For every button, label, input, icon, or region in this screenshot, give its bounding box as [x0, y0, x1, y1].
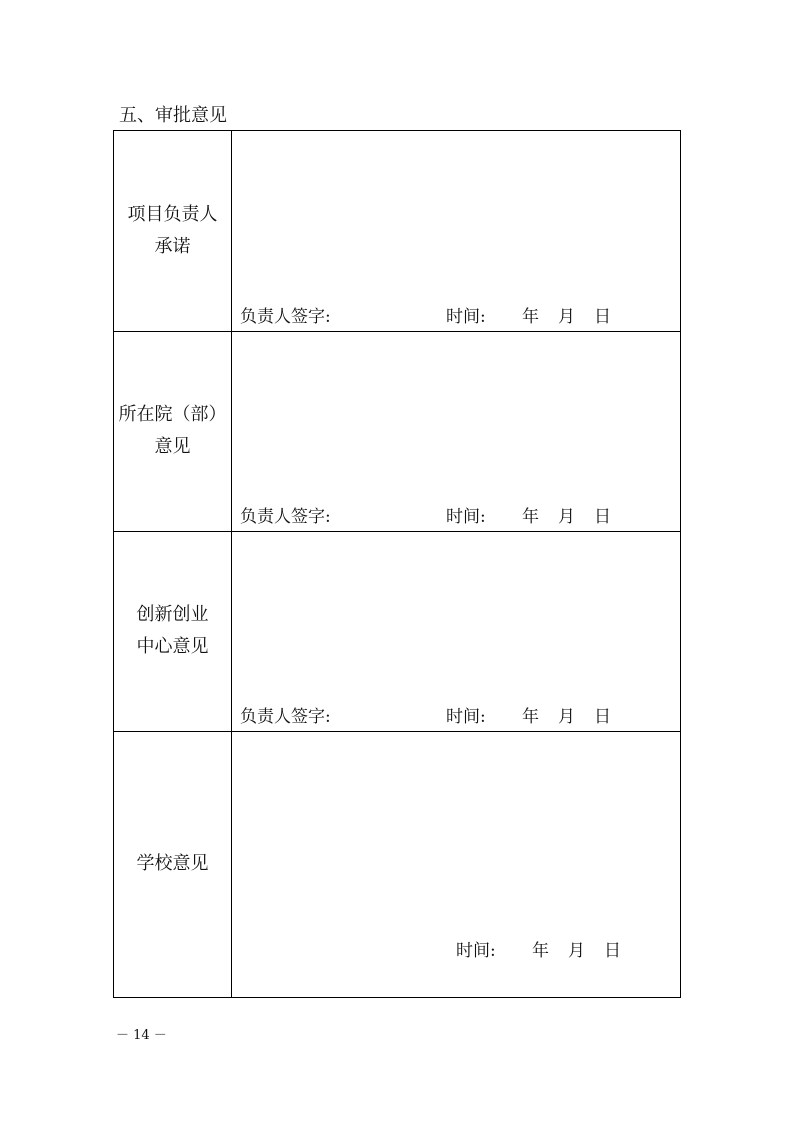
day-label: 日 — [604, 941, 621, 961]
day-label: 日 — [594, 307, 611, 327]
row-label — [114, 531, 231, 731]
time-label: 时间: — [446, 707, 486, 727]
month-label: 月 — [558, 707, 575, 727]
row-innovation-center-opinion — [114, 531, 680, 732]
approval-table — [113, 130, 681, 998]
year-label: 年 — [532, 941, 549, 961]
row-label-line: 承诺 — [154, 236, 191, 257]
month-label: 月 — [558, 307, 575, 327]
row-school-opinion — [114, 731, 680, 997]
month-label: 月 — [558, 507, 575, 527]
row-label-line: 所在院（部） — [118, 404, 227, 425]
year-label: 年 — [522, 507, 539, 527]
time-label: 时间: — [446, 507, 486, 527]
month-label: 月 — [568, 941, 585, 961]
day-label: 日 — [594, 707, 611, 727]
row-label — [114, 731, 231, 997]
signature-label: 负责人签字: — [240, 507, 331, 527]
page-number: － 14 － — [116, 1028, 167, 1043]
row-label-line: 学校意见 — [136, 853, 209, 874]
day-label: 日 — [594, 507, 611, 527]
row-label — [114, 131, 231, 331]
section-title: 五、审批意见 — [119, 105, 227, 126]
row-label-line: 意见 — [154, 436, 191, 457]
row-project-leader — [114, 131, 680, 332]
row-label-line: 中心意见 — [136, 636, 209, 657]
year-label: 年 — [522, 307, 539, 327]
row-college-opinion — [114, 331, 680, 532]
signature-label: 负责人签字: — [240, 707, 331, 727]
signature-label: 负责人签字: — [240, 307, 331, 327]
row-label-line: 创新创业 — [136, 604, 209, 625]
time-label: 时间: — [456, 941, 496, 961]
row-label — [114, 331, 231, 531]
row-label-line: 项目负责人 — [127, 204, 218, 225]
time-label: 时间: — [446, 307, 486, 327]
year-label: 年 — [522, 707, 539, 727]
